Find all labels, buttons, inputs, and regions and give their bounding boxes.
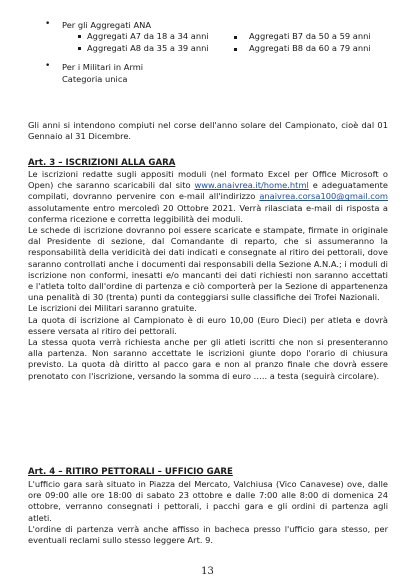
art4-p1: L'ufficio gara sarà situato in Piazza del Mercato, Valchiusa (Vico Canavese) ove, dalle ore 09:00 alle ore 18:00 di sabato 23 ottobre e dalle 7:00 alle 8:00 di domenica 24 ottobre, verranno consegnati i pettorali, i pacchi gara e gli ordini di partenza agli atleti. — [28, 479, 388, 523]
art3-p2: Le schede di iscrizione dovranno poi essere scaricate e stampate, firmate in originale dal Presidente di sezione, dal Comandante di reparto, che si assumeranno la responsabilità della veridicità dei dati indicati e consegnate al ritiro dei pettorali, dove saranno controllati anche i documenti dai responsabili della Sezione A.N.A.; i moduli di iscrizione non conformi, inesatti e/o mancanti dei dati richiesti non saranno accettati e l'atleta tolto dall'ordine di partenza e ciò comporterà per la Sezione di appartenenza una penalità di 30 (trenta) punti da conteggiarsi sulle classifiche dei Trofei Nazionali. — [28, 225, 388, 303]
square-bullet — [234, 48, 237, 51]
ana-right-2: Aggregati B8 da 60 a 79 anni — [249, 43, 371, 53]
art3-heading: Art. 3 – ISCRIZIONI ALLA GARA — [28, 158, 176, 168]
bullet: • — [45, 61, 51, 71]
ana-right-1: Aggregati B7 da 50 a 59 anni — [249, 31, 371, 41]
art3-p4: La quota di iscrizione al Campionato è di euro 10,00 (Euro Dieci) per atleta e dovrà essere versata al ritiro dei pettorali. — [28, 314, 388, 336]
email-link[interactable]: anaivrea.corsa100@gmail.com — [259, 191, 388, 202]
art4-heading: Art. 4 – RITIRO PETTORALI – UFFICIO GARE — [28, 467, 233, 477]
ages-note-text: Gli anni si intendono compiuti nel corse dell'anno solare del Campionato, cioè dal 01 Gennaio al 31 Dicembre. — [28, 120, 388, 142]
art3-p1-c: assolutamente entro mercoledì 20 Ottobre 2021. Verrà rilasciata e-mail di risposta a conferma ricezione e corretta leggibilità dei moduli. — [28, 202, 388, 224]
art4-p2: L'ordine di partenza verrà anche affisso in bacheca presso l'ufficio gara stesso, per eventuali reclami sullo stesso leggere Art. 9. — [28, 523, 388, 546]
page-number: 13 — [201, 566, 214, 577]
bullet: • — [45, 19, 51, 29]
website-link[interactable]: www.anaivrea.it/home.html — [194, 180, 309, 191]
ages-note — [28, 120, 388, 142]
ana-title: Per gli Aggregati ANA — [62, 20, 152, 30]
art3-body — [28, 169, 388, 382]
art3-p1-a: Le iscrizioni redatte sugli appositi moduli (nel formato Excel per Office Microsoft o Open) che saranno scaricabili dal sito — [28, 169, 388, 191]
categories-list — [0, 20, 415, 120]
square-bullet — [78, 35, 81, 38]
art4-body — [28, 479, 388, 546]
art3-p1-b: e adeguatamente compilati, dovranno pervenire con e-mail all'indirizzo — [28, 180, 388, 202]
ana-left-1: Aggregati A7 da 18 a 34 anni — [87, 31, 209, 41]
square-bullet — [78, 47, 81, 50]
square-bullet — [234, 36, 237, 39]
art3-p5: La stessa quota verrà richiesta anche per gli atleti iscritti che non si presenteranno alla partenza. Non saranno accettate le iscrizioni giunte dopo l'orario di chiusura previsto. La quota dà diritto al pacco gara e non al pranzo finale che dovrà essere prenotato con l'iscrizione, versando la somma di euro ….. a testa (seguirà circolare). — [28, 337, 388, 381]
military-title: Per i Militari in Armi — [62, 62, 144, 72]
art3-p3: Le iscrizioni dei Militari saranno gratuite. — [28, 303, 197, 314]
ana-left-2: Aggregati A8 da 35 a 39 anni — [87, 43, 209, 53]
military-sub: Categoria unica — [62, 74, 128, 84]
art3-p1 — [28, 169, 388, 225]
